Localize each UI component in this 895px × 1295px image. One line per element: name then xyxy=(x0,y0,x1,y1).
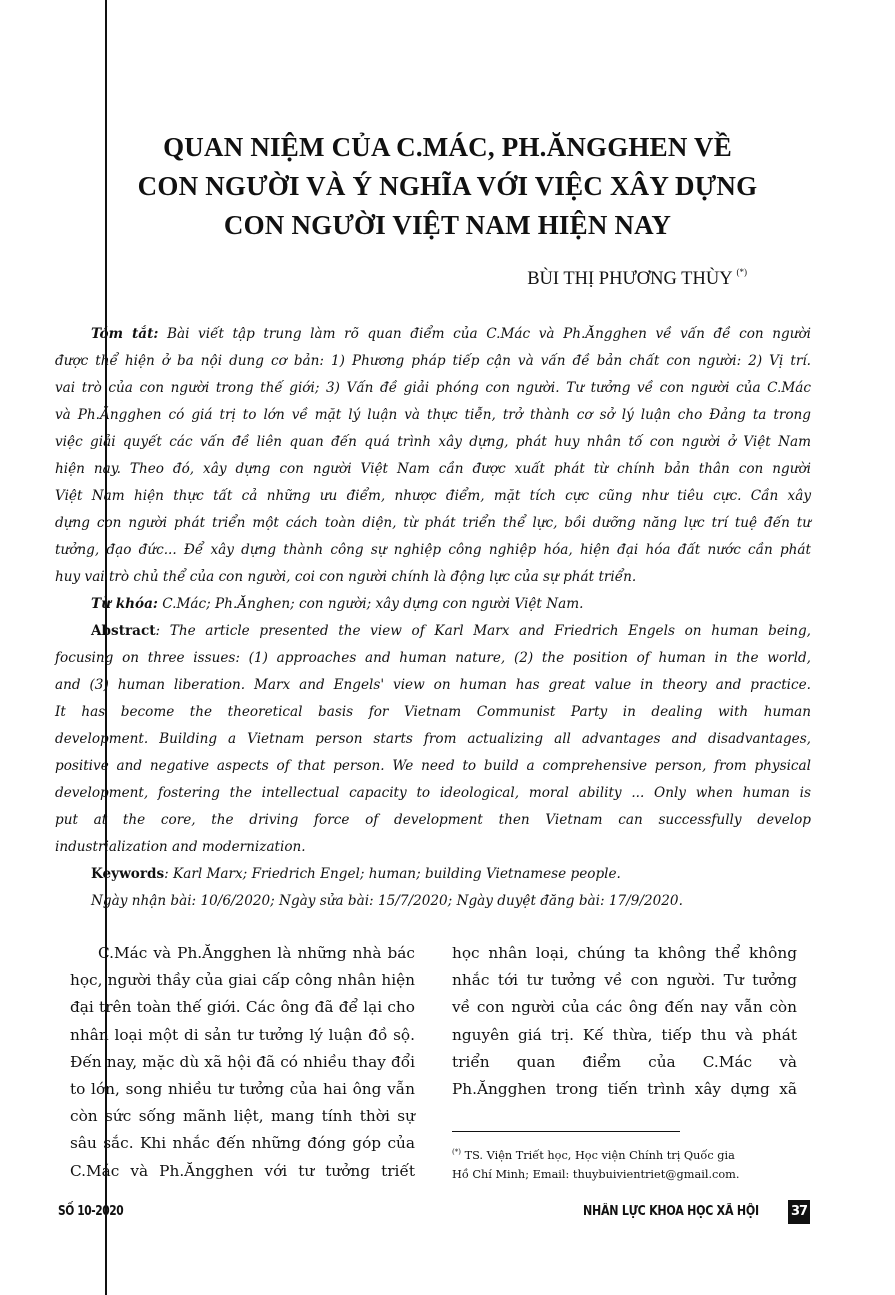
title-line-3: CON NGƯỜI VIỆT NAM HIỆN NAY xyxy=(223,210,672,240)
body-line: Đến nay, mặc dù xã hội đã có nhiều thay đổi xyxy=(70,1052,415,1071)
body-line: C.Mác và Ph.Ăngghen với tư tưởng triết xyxy=(70,1161,415,1180)
keywords-en xyxy=(55,861,811,888)
keywords-vi-label: Từ khóa: xyxy=(91,596,158,612)
body-line: nhắc tới tư tưởng về con người. Tư tưởng xyxy=(452,971,797,990)
abstract-vi-line: dựng con người phát triển một cách toàn diện, từ phát triển thể lực, bồi dưỡng năng lực trí tuệ đến tư xyxy=(55,515,811,531)
article-title xyxy=(110,128,785,245)
body-line: to lớn, song nhiều tư tưởng của hai ông vẫn xyxy=(70,1080,415,1099)
author-footnote xyxy=(452,1143,810,1184)
author-text: BÙI THỊ PHƯƠNG THÙY xyxy=(527,269,732,289)
keywords-vi-text: C.Mác; Ph.Ănghen; con người; xây dựng con người Việt Nam. xyxy=(162,596,584,612)
abstract-vi-line: Tóm tắt: Bài viết tập trung làm rõ quan điểm của C.Mác và Ph.Ăngghen về vấn đề con người xyxy=(91,326,812,342)
abstract-en xyxy=(55,618,811,861)
abstract-block xyxy=(55,321,811,915)
abstract-vi-line: hiện nay. Theo đó, xây dựng con người Việt Nam cần được xuất phát từ chính bản thân con người xyxy=(55,461,811,477)
body-line: nhân loại một di sản tư tưởng lý luận đồ sộ. xyxy=(70,1025,415,1044)
abstract-vi-line: và Ph.Ăngghen có giá trị to lớn về mặt lý luận và thực tiễn, trở thành cơ sở lý luận cho Đảng ta trong xyxy=(55,407,811,423)
body-column-right xyxy=(452,940,797,1103)
abstract-vi-label: Tóm tắt: xyxy=(91,326,159,342)
abstract-en-line: positive and negative aspects of that person. We need to build a comprehensive person, from physical xyxy=(55,758,811,774)
body-line: triển quan điểm của C.Mác và xyxy=(452,1052,797,1071)
body-line: học, người thầy của giai cấp công nhân hiện xyxy=(70,971,415,990)
body-line: C.Mác và Ph.Ăngghen là những nhà bác xyxy=(98,944,415,962)
abstract-en-line: development. Building a Vietnam person starts from actualizing all advantages and disadvantages, xyxy=(55,731,811,747)
abstract-en-line: and (3) human liberation. Marx and Engels' view on human has great value in theory and practice. xyxy=(55,677,811,693)
author-footnote-mark: (*) xyxy=(736,267,747,277)
title-line-1: QUAN NIỆM CỦA C.MÁC, PH.ĂNGGHEN VỀ xyxy=(163,132,732,162)
abstract-vi-line: huy vai trò chủ thể của con người, coi con người chính là động lực của sự phát triển. xyxy=(55,569,637,585)
keywords-en-label: Keywords xyxy=(91,866,165,882)
body-line: nguyên giá trị. Kế thừa, tiếp thu và phát xyxy=(452,1025,797,1044)
abstract-en-line: focusing on three issues: (1) approaches and human nature, (2) the position of human in the world, xyxy=(55,650,811,666)
body-line: Ph.Ăngghen trong tiến trình xây dựng xã xyxy=(452,1080,797,1099)
body-column-left xyxy=(70,940,415,1185)
submission-dates: Ngày nhận bài: 10/6/2020; Ngày sửa bài: 15/7/2020; Ngày duyệt đăng bài: 17/9/2020. xyxy=(91,893,683,909)
abstract-vi-line: Việt Nam hiện thực tất cả những ưu điểm, nhược điểm, mặt tích cực cũng như tiêu cực. Cần xây xyxy=(55,488,811,504)
abstract-en-label: Abstract xyxy=(91,623,156,639)
page-number: 37 xyxy=(788,1200,810,1224)
body-line: đại trên toàn thế giới. Các ông đã để lại cho xyxy=(70,998,415,1017)
abstract-vi-line: được thể hiện ở ba nội dung cơ bản: 1) Phương pháp tiếp cận và vấn đề bản chất con người: 2) Vị trí. xyxy=(55,353,811,369)
keywords-vi xyxy=(55,591,811,618)
body-line: sâu sắc. Khi nhắc đến những đóng góp của xyxy=(70,1134,415,1153)
issue-label: SỐ 10-2020 xyxy=(58,1204,124,1219)
body-line: học nhân loại, chúng ta không thể không xyxy=(452,944,797,962)
footnote-affiliation: TS. Viện Triết học, Học viện Chính trị Quốc gia xyxy=(464,1149,735,1162)
abstract-vi xyxy=(55,321,811,591)
title-line-2: CON NGƯỜI VÀ Ý NGHĨA VỚI VIỆC XÂY DỰNG xyxy=(137,171,758,201)
abstract-en-line: It has become the theoretical basis for Vietnam Communist Party in dealing with human xyxy=(55,704,811,720)
abstract-vi-line: việc giải quyết các vấn đề liên quan đến quá trình xây dựng, phát huy nhân tố con người ở Việt Nam xyxy=(55,434,811,450)
body-line: về con người của các ông đến nay vẫn còn xyxy=(452,998,797,1017)
footnote-mark: (*) xyxy=(452,1148,461,1156)
author-name xyxy=(527,267,747,290)
footnote-contact: Hồ Chí Minh; Email: thuybuivientriet@gmail.com. xyxy=(452,1168,740,1181)
abstract-en-line: put at the core, the driving force of development then Vietnam can successfully develop xyxy=(55,812,811,828)
abstract-vi-line: vai trò của con người trong thế giới; 3) Vấn đề giải phóng con người. Tư tưởng về con người của C.Mác xyxy=(55,380,811,396)
footnote-rule xyxy=(452,1131,680,1132)
keywords-en-text: : Karl Marx; Friedrich Engel; human; building Vietnamese people. xyxy=(164,866,621,882)
abstract-en-line: Abstract: The article presented the view of Karl Marx and Friedrich Engels on human being, xyxy=(91,623,811,639)
journal-name: NHÂN LỰC KHOA HỌC XÃ HỘI xyxy=(583,1204,759,1219)
abstract-en-line: industrialization and modernization. xyxy=(55,839,306,855)
abstract-vi-line: tưởng, đạo đức... Để xây dựng thành công sự nghiệp công nghiệp hóa, hiện đại hóa đất nước cần phát xyxy=(55,542,811,558)
body-line: còn sức sống mãnh liệt, mang tính thời sự xyxy=(70,1107,415,1126)
abstract-en-line: development, fostering the intellectual capacity to ideological, moral ability ... Only when human is xyxy=(55,785,811,801)
